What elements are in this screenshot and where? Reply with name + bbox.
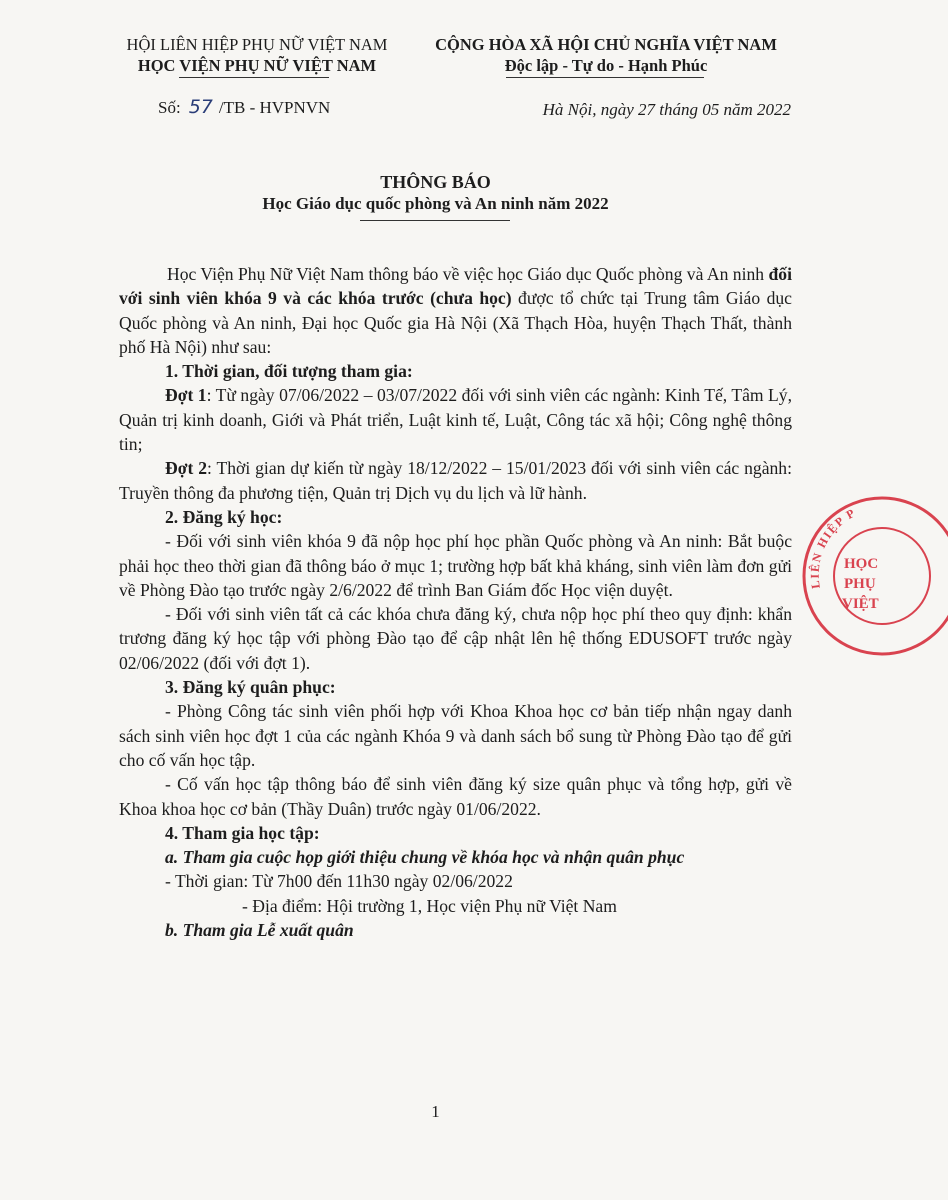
document-number-prefix: Số: xyxy=(158,98,181,117)
issuer-underline xyxy=(179,77,329,78)
document-title: THÔNG BÁO xyxy=(380,172,491,192)
motto-underline xyxy=(506,77,704,78)
section3-paragraph-1: - Phòng Công tác sinh viên phối hợp với Khoa Khoa học cơ bản tiếp nhận ngay danh sách sinh viên học đợt 1 của các ngành Khóa 9 và danh sách bổ sung từ Phòng Đào tạo để gửi cho cố vấn học tập. xyxy=(119,701,792,770)
intro-text-start: Học Viện Phụ Nữ Việt Nam thông báo về việc học Giáo dục Quốc phòng và An ninh xyxy=(167,264,769,284)
intro-text-end: được tổ chức tại Trung tâm Giáo dục Quốc phòng và An ninh, Đại học Quốc gia Hà Nội (Xã Thạch Hòa, huyện Thạch Thất, thành phố Hà Nội) như sau: xyxy=(119,288,792,357)
seal-center-line-2: PHỤ xyxy=(844,576,876,592)
section4-subheading-b: b. Tham gia Lễ xuất quân xyxy=(165,920,354,941)
national-title: CỘNG HÒA XÃ HỘI CHỦ NGHĨA VIỆT NAM xyxy=(435,35,777,54)
section4-subheading-a: a. Tham gia cuộc họp giới thiệu chung về khóa học và nhận quân phục xyxy=(165,847,685,868)
section1-heading: 1. Thời gian, đối tượng tham gia: xyxy=(165,361,413,382)
national-motto: Độc lập - Tự do - Hạnh Phúc xyxy=(504,56,708,75)
section3-heading: 3. Đăng ký quân phục: xyxy=(165,677,336,698)
section4-heading: 4. Tham gia học tập: xyxy=(165,822,320,843)
section2-paragraph-2: - Đối với sinh viên tất cả các khóa chưa đăng ký, chưa nộp học phí theo quy định: khẩn trương đăng ký học tập với phòng Đào tạo để cập nhật lên hệ thống EDUSOFT trước ngày 02/06/2022 (đối với đợt 1). xyxy=(119,604,792,673)
issuer-header xyxy=(112,34,402,76)
intro-text-bold: đối với sinh viên khóa 9 và các khóa trước (chưa học) xyxy=(119,264,792,309)
place-and-date: Hà Nội, ngày 27 tháng 05 năm 2022 xyxy=(542,100,791,119)
document-number xyxy=(158,96,330,118)
dot1-label: Đợt 1 xyxy=(165,385,207,406)
document-subtitle: Học Giáo dục quốc phòng và An ninh năm 2022 xyxy=(262,194,609,213)
parent-organization: HỘI LIÊN HIỆP PHỤ NỮ VIỆT NAM xyxy=(126,35,388,54)
document-number-handwritten: 57 xyxy=(188,96,213,118)
seal-center-line-1: HỌC xyxy=(844,556,879,572)
document-number-suffix: /TB - HVPNVN xyxy=(218,98,331,117)
official-seal-stamp xyxy=(798,488,948,658)
dot1-text: : Từ ngày 07/06/2022 – 03/07/2022 đối với sinh viên các ngành: Kinh Tế, Tâm Lý, Quản trị kinh doanh, Giới và Phát triển, Luật kinh tế, Luật, Công tác xã hội; Công nghệ thông tin; xyxy=(119,385,792,455)
document-body xyxy=(119,262,792,942)
section1-dot1 xyxy=(119,383,792,456)
section2-paragraph-1: - Đối với sinh viên khóa 9 đã nộp học phí học phần Quốc phòng và An ninh: Bắt buộc phải học theo thời gian đã thông báo ở mục 1; trường hợp bất khả kháng, sinh viên làm đơn gửi về Phòng Đào tạo trước ngày 2/6/2022 để trình Ban Giám đốc Học viện duyệt. xyxy=(119,531,792,600)
seal-outer-ring xyxy=(804,498,948,654)
issuing-organization: HỌC VIỆN PHỤ NỮ VIỆT NAM xyxy=(137,56,377,75)
dot2-label: Đợt 2 xyxy=(165,458,208,479)
section1-dot2 xyxy=(119,456,792,505)
section4-time: - Thời gian: Từ 7h00 đến 11h30 ngày 02/06/2022 xyxy=(165,871,513,892)
section3-paragraph-2: - Cố vấn học tập thông báo để sinh viên đăng ký size quân phục và tổng hợp, gửi về Khoa khoa học cơ bản (Thầy Duân) trước ngày 01/06/2022. xyxy=(119,774,792,819)
seal-ring-text: LIÊN HIỆP P xyxy=(807,505,859,590)
subtitle-underline xyxy=(360,220,510,221)
dot2-text: : Thời gian dự kiến từ ngày 18/12/2022 – 15/01/2023 đối với sinh viên các ngành: Truyền thông đa phương tiện, Quản trị Dịch vụ du lịch và lữ hành. xyxy=(119,458,792,503)
section4-location: - Địa điểm: Hội trường 1, Học viện Phụ nữ Việt Nam xyxy=(242,895,617,916)
section2-heading: 2. Đăng ký học: xyxy=(165,506,283,527)
page-number: 1 xyxy=(431,1102,440,1121)
intro-paragraph xyxy=(119,262,792,359)
seal-center-line-3: VIỆT xyxy=(842,596,879,612)
national-header xyxy=(414,34,798,76)
